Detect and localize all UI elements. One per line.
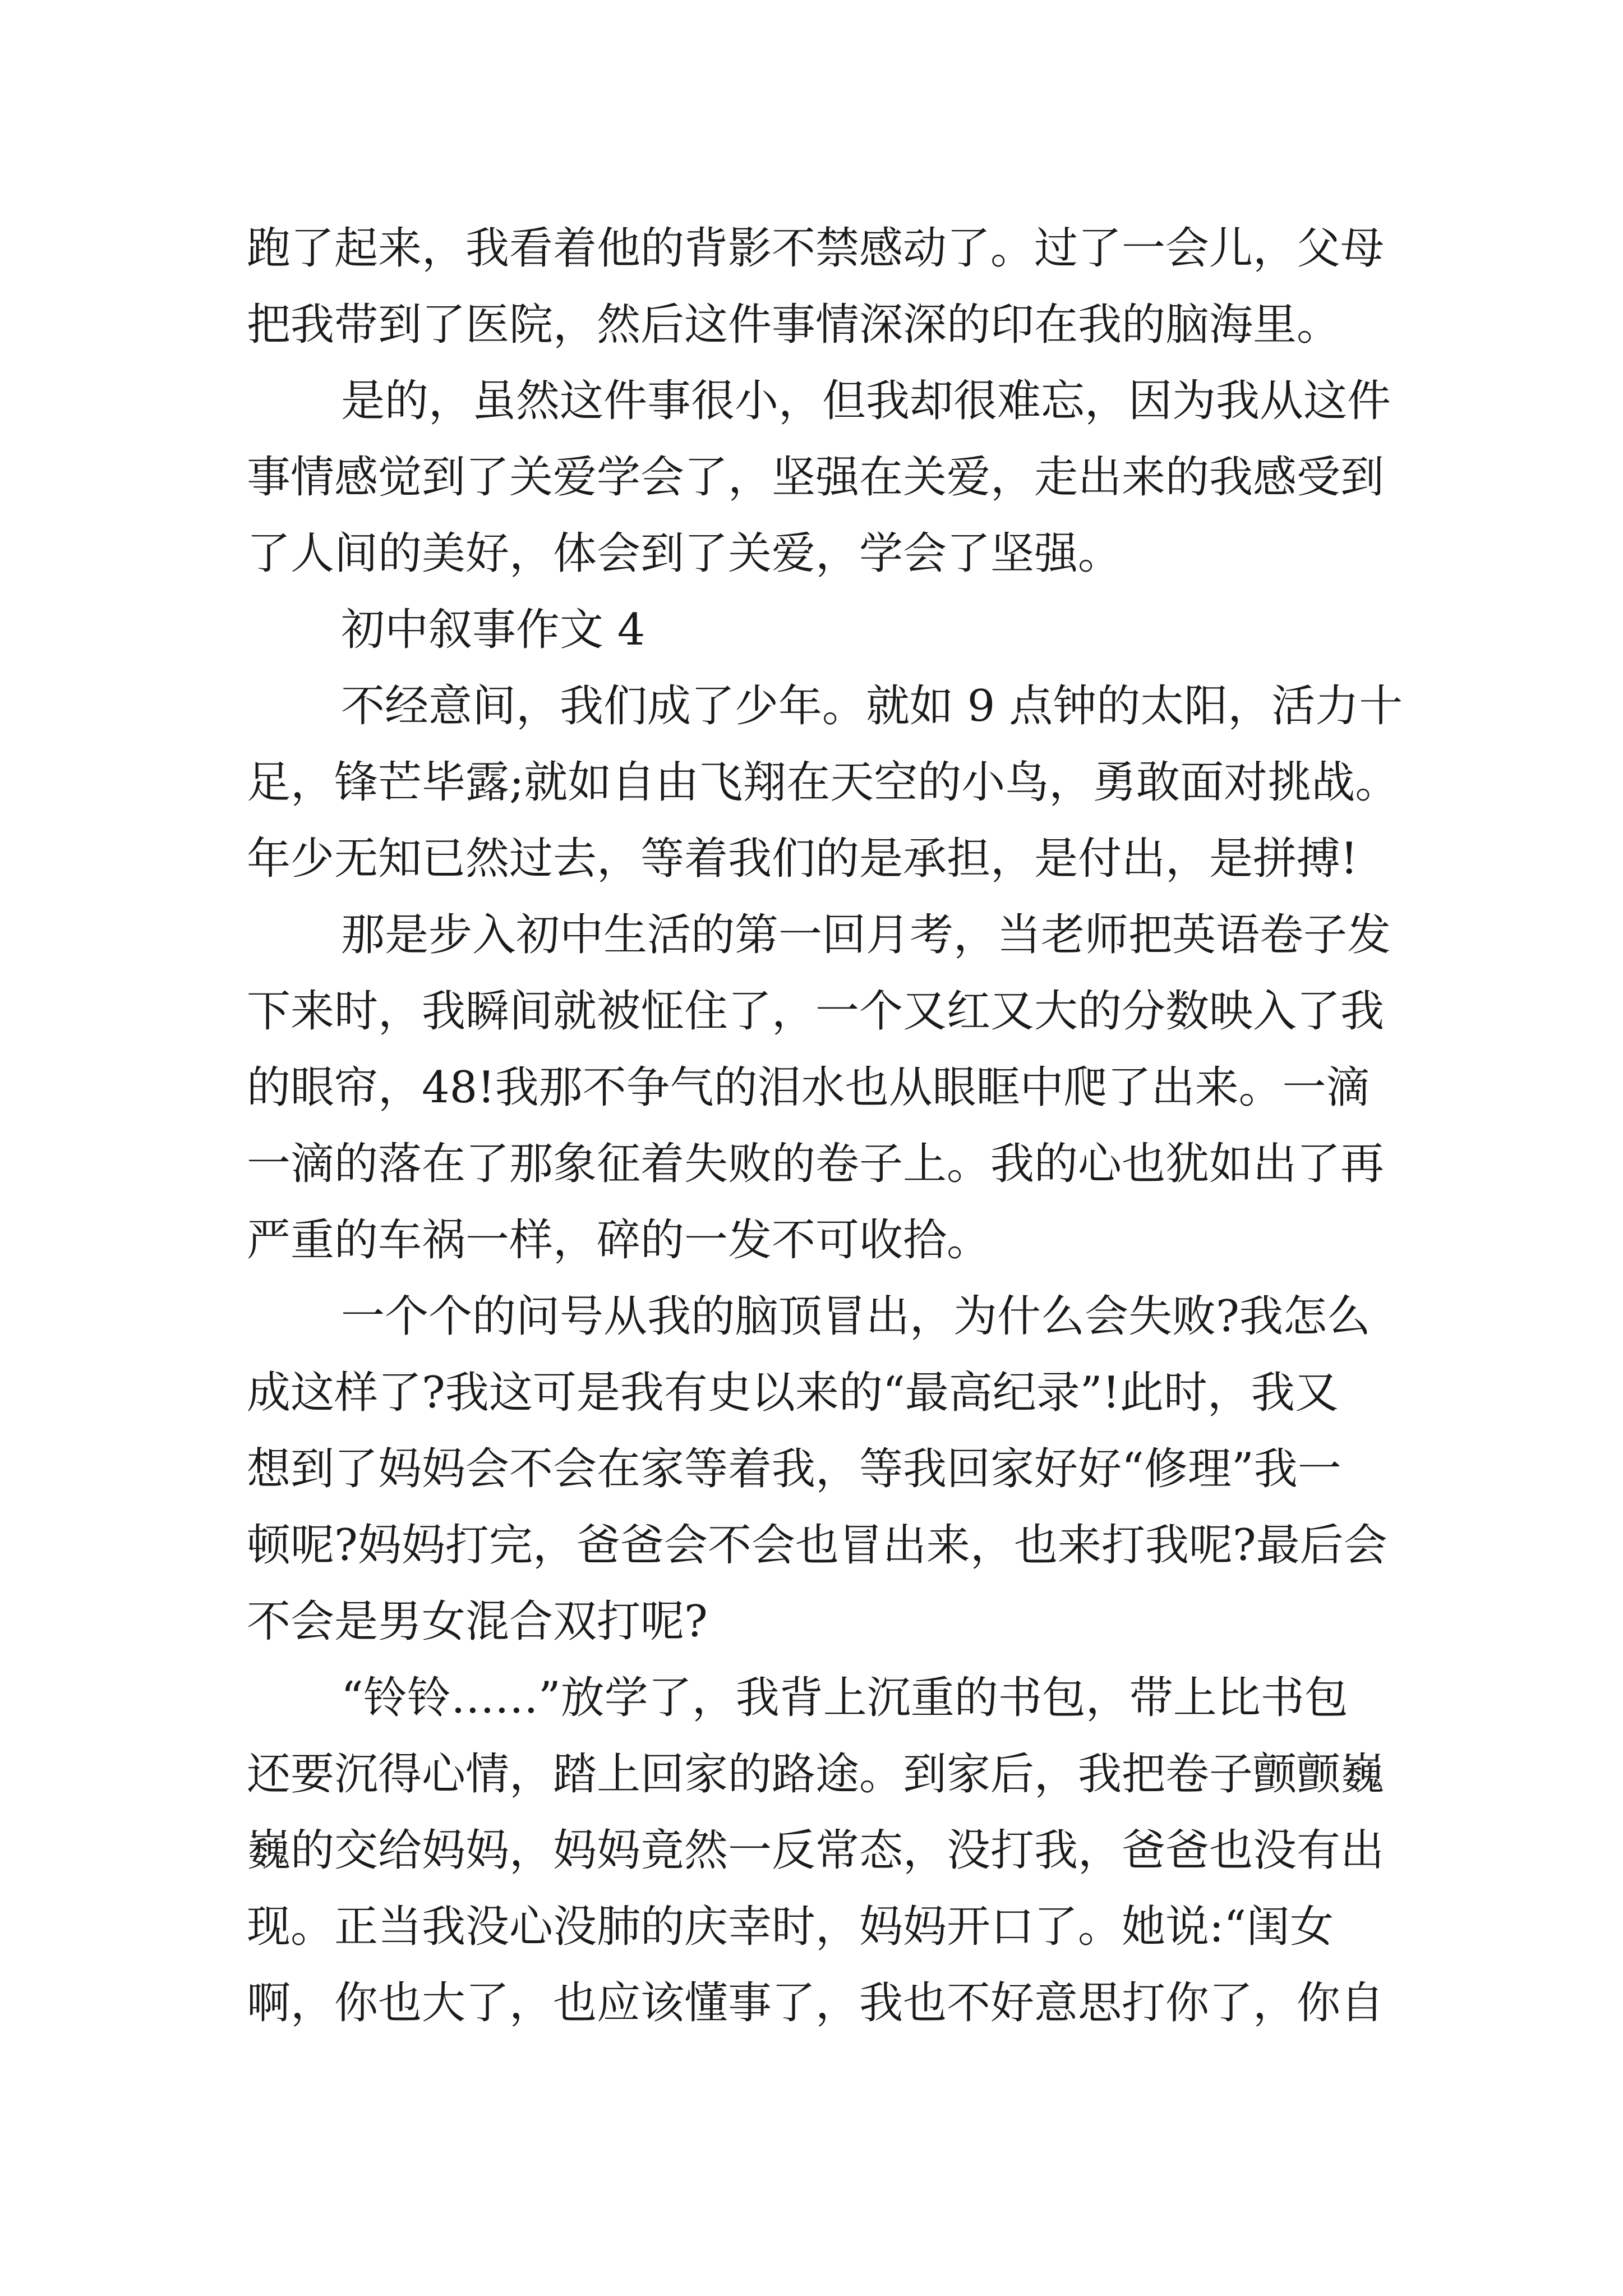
text-line: 下来时，我瞬间就被怔住了，一个又红又大的分数映入了我: [247, 986, 1385, 1037]
text-line: 想到了妈妈会不会在家等着我，等我回家好好“修理”我一: [247, 1444, 1341, 1494]
text-line: 把我带到了医院，然后这件事情深深的印在我的脑海里。: [247, 300, 1341, 350]
text-line: 跑了起来，我看着他的背影不禁感动了。过了一会儿，父母: [247, 223, 1385, 274]
text-line: 事情感觉到了关爱学会了，坚强在关爱，走出来的我感受到: [247, 452, 1385, 503]
text-line: 还要沉得心情，踏上回家的路途。到家后，我把卷子颤颤巍: [247, 1749, 1385, 1800]
text-line: 现。正当我没心没肺的庆幸时，妈妈开口了。她说:“闺女: [247, 1902, 1334, 1952]
text-line: 严重的车祸一样，碎的一发不可收拾。: [247, 1215, 991, 1266]
text-line: 一滴的落在了那象征着失败的卷子上。我的心也犹如出了再: [247, 1139, 1385, 1189]
document-body: [247, 210, 1403, 2041]
text-line: 不经意间，我们成了少年。就如 9 点钟的太阳，活力十: [341, 681, 1403, 731]
section-heading: 初中叙事作文 4: [341, 605, 645, 655]
text-line: 啊，你也大了，也应该懂事了，我也不好意思打你了，你自: [247, 1978, 1385, 2028]
text-line: 成这样了?我这可是我有史以来的“最高纪录”!此时，我又: [247, 1368, 1339, 1418]
text-line: 足，锋芒毕露;就如自由飞翔在天空的小鸟，勇敢面对挑战。: [247, 757, 1399, 808]
text-line: 不会是男女混合双打呢?: [247, 1596, 708, 1647]
text-line: 是的，虽然这件事很小，但我却很难忘，因为我从这件: [341, 376, 1391, 426]
text-line: “铃铃……”放学了，我背上沉重的书包，带上比书包: [341, 1673, 1348, 1723]
text-line: 一个个的问号从我的脑顶冒出，为什么会失败?我怎么: [341, 1291, 1371, 1342]
text-line: 顿呢?妈妈打完，爸爸会不会也冒出来，也来打我呢?最后会: [247, 1520, 1387, 1571]
text-line: 那是步入初中生活的第一回月考，当老师把英语卷子发: [341, 910, 1391, 960]
text-line: 的眼帘，48!我那不争气的泪水也从眼眶中爬了出来。一滴: [247, 1062, 1370, 1113]
text-line: 巍的交给妈妈，妈妈竟然一反常态，没打我，爸爸也没有出: [247, 1825, 1385, 1876]
text-line: 了人间的美好，体会到了关爱，学会了坚强。: [247, 528, 1122, 579]
text-line: 年少无知已然过去，等着我们的是承担，是付出，是拼搏!: [247, 834, 1358, 884]
